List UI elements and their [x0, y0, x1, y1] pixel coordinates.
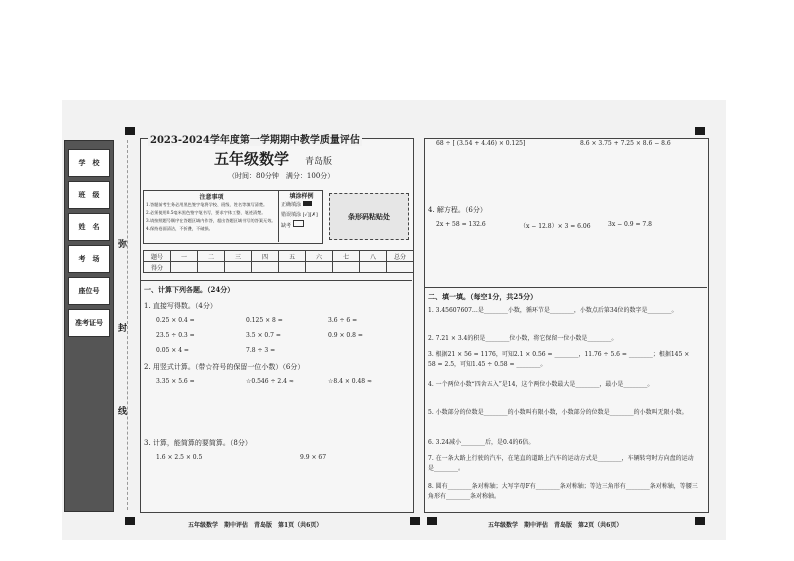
seal-char: 弥	[118, 240, 128, 250]
registration-mark	[125, 517, 135, 525]
exam-title: 2023-2024学年度第一学期期中教学质量评估	[148, 131, 362, 146]
q1-item: 0.25 × 0.4 =	[156, 317, 195, 324]
equation-item: （x − 12.8）× 3 = 6.06	[520, 223, 591, 230]
score-header: 四	[252, 251, 279, 262]
footer-left: 五年级数学 期中评估 青岛版 第1页（共6页）	[188, 522, 323, 529]
divider	[140, 280, 412, 281]
fill-row-wrong: 错误填涂 [✓][✗]	[281, 212, 318, 218]
calc-item: 8.6 × 3.75 + 7.25 × 8.6 − 8.6	[580, 140, 671, 147]
fill-sample-title: 填涂样例	[289, 193, 314, 200]
q2-item: 3.35 × 5.6 =	[156, 378, 195, 385]
fill-item: 7. 在一条大路上行驶的汽车，在笔直的道路上汽车的运动方式是________，车辆转弯时方向盘的运动是________。	[428, 455, 694, 472]
q1-item: 7.8 ÷ 3 =	[246, 347, 276, 354]
school-field[interactable]: 学 校	[68, 149, 110, 177]
score-cell[interactable]	[306, 262, 333, 273]
q1-item: 23.5 ÷ 0.3 =	[156, 332, 195, 339]
score-cell[interactable]	[171, 262, 198, 273]
class-field[interactable]: 班 级	[68, 181, 110, 209]
q1-item: 0.9 × 0.8 =	[328, 332, 363, 339]
fill-item: 4. 一个两位小数“四舍五入”是14，这个两位小数最大是________，最小是________。	[428, 381, 654, 388]
score-cell[interactable]	[387, 262, 414, 273]
q1-item: 0.125 × 8 =	[246, 317, 283, 324]
note-line: 1.答题前考生务必用黑色签字笔将学校、班级、姓名等填写清楚。	[146, 202, 268, 207]
name-field[interactable]: 姓 名	[68, 213, 110, 241]
fill-item: 8. 圆有________条对称轴；大写字母F有________条对称轴；等边三角形有________条对称轴，等腰三角形有________条对称轴。	[428, 483, 698, 500]
q1-item: 3.6 ÷ 6 =	[328, 317, 358, 324]
score-table	[143, 250, 414, 273]
score-header: 三	[225, 251, 252, 262]
q2-title: 2. 用竖式计算。（带☆符号的保留一位小数）（6分）	[144, 363, 305, 371]
score-header: 七	[333, 251, 360, 262]
score-header: 题号	[144, 251, 171, 262]
fill-sample-box	[278, 190, 324, 242]
score-header: 一	[171, 251, 198, 262]
q3-item: 1.6 × 2.5 × 0.5	[156, 454, 203, 461]
fill-row-absent: 缺考	[281, 220, 324, 231]
score-header: 总分	[387, 251, 414, 262]
section-2-title: 二、填一填。（每空1分，共25分）	[428, 292, 538, 301]
score-cell[interactable]	[225, 262, 252, 273]
registration-mark	[410, 517, 420, 525]
q1-title: 1. 直接写得数。（4分）	[144, 302, 217, 310]
q1-item: 3.5 × 0.7 =	[246, 332, 281, 339]
fill-row-correct: 正确填涂	[281, 200, 324, 210]
fill-item: 1. 3.45607607…是________小数，循环节是________，小数点后第34位的数字是________。	[428, 307, 678, 314]
score-row-label: 得分	[144, 262, 171, 273]
q4-title: 4. 解方程。（6分）	[428, 206, 487, 214]
q2-item: ☆0.546 ÷ 2.4 ≈	[246, 378, 294, 385]
wrong-fill-icon: [✓][✗]	[302, 212, 318, 218]
score-header: 八	[360, 251, 387, 262]
filled-box-icon	[303, 201, 312, 206]
score-header: 六	[306, 251, 333, 262]
subject-title: 五年级数学	[214, 150, 290, 168]
q3-title: 3. 计算，能简算的要简算。（8分）	[144, 439, 252, 447]
equation-item: 3x − 0.9 = 7.8	[608, 221, 652, 228]
section-1-title: 一、计算下列各题。（24分）	[144, 285, 235, 294]
time-score: （时间：80分钟 满分：100分）	[228, 172, 335, 180]
fill-item: 3. 根据21 × 56 = 1176，可知2.1 × 0.56 = ________，11.76 ÷ 5.6 = ________；根据145 × 58 = 2.5，可知1.45 ÷ 0.58 = ________。	[428, 351, 690, 368]
note-line: 3.请按照题号顺序在答题区域内作答，超出答题区域书写的答案无效。	[146, 218, 276, 223]
score-header: 五	[279, 251, 306, 262]
note-line: 2.必须使用0.5毫米黑色签字笔书写，要求字体工整、笔迹清楚。	[146, 210, 266, 215]
fill-item: 5. 小数部分的位数是________的小数叫有限小数，小数部分的位数是________的小数叫无限小数。	[428, 409, 688, 416]
footer-right: 五年级数学 期中评估 青岛版 第2页（共6页）	[488, 522, 623, 529]
registration-mark	[125, 127, 135, 135]
barcode-area: 条形码粘贴处	[329, 193, 409, 240]
registration-mark	[695, 517, 705, 525]
registration-mark	[427, 517, 437, 525]
equation-item: 2x + 58 = 132.6	[436, 221, 486, 228]
seal-char: 封	[118, 324, 128, 334]
exam-room-field[interactable]: 考 场	[68, 245, 110, 273]
edition-label: 青岛版	[305, 157, 333, 167]
q3-item: 9.9 × 67	[300, 454, 327, 461]
student-info-sidebar	[64, 140, 114, 512]
score-cell[interactable]	[279, 262, 306, 273]
exam-id-field[interactable]: 准考证号	[68, 309, 110, 337]
calc-item: 68 ÷ [ (3.54 + 4.46) × 0.125]	[436, 140, 526, 147]
divider	[424, 287, 707, 288]
score-cell[interactable]	[333, 262, 360, 273]
note-line: 4.保持卷面清洁，不折叠，不破损。	[146, 226, 213, 231]
registration-mark	[695, 127, 705, 135]
q1-item: 0.05 × 4 =	[156, 347, 189, 354]
notes-title: 注意事项	[199, 194, 224, 201]
score-cell[interactable]	[198, 262, 225, 273]
absent-box-icon[interactable]	[293, 220, 304, 227]
seat-number-field[interactable]: 座位号	[68, 277, 110, 305]
score-cell[interactable]	[252, 262, 279, 273]
fill-item: 2. 7.21 × 3.4的积是________位小数，将它保留一位小数是________。	[428, 335, 618, 342]
score-header: 二	[198, 251, 225, 262]
seal-line	[127, 140, 128, 510]
fill-item: 6. 3.24减小________后，是0.4的6倍。	[428, 439, 535, 446]
seal-char: 线	[118, 407, 128, 417]
q2-item: ☆8.4 × 0.48 ≈	[328, 378, 373, 385]
score-cell[interactable]	[360, 262, 387, 273]
